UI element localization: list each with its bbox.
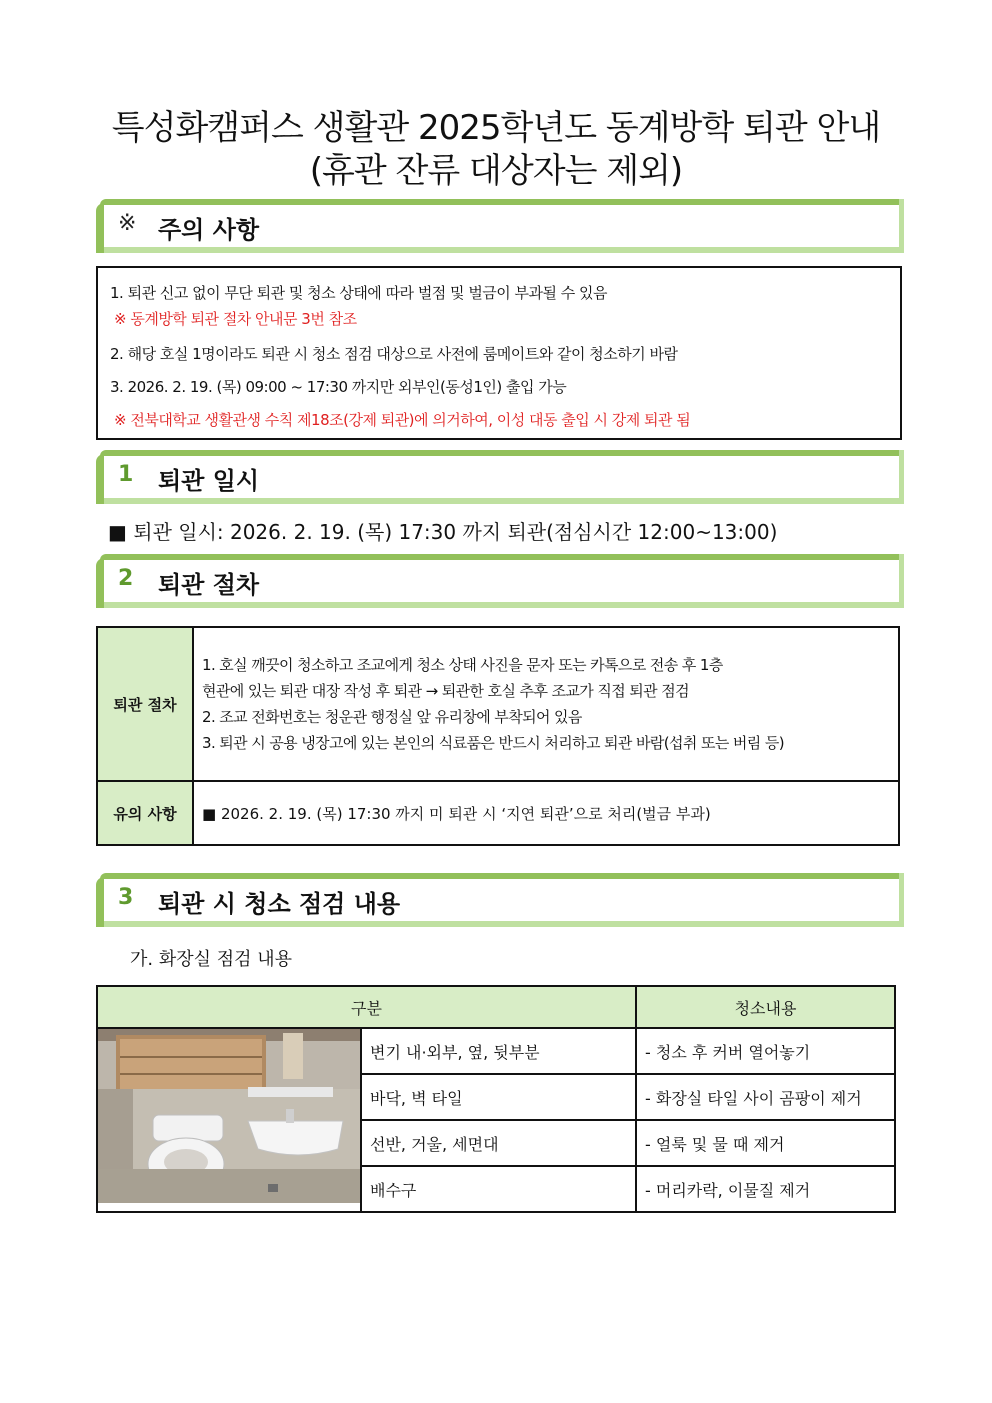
checkout-datetime: ■ 퇴관 일시: 2026. 2. 19. (목) 17:30 까지 퇴관(점심시간 12:00~13:00) (108, 520, 778, 544)
section-3-title: 퇴관 시 청소 점검 내용 (158, 890, 401, 918)
procedure-line-2: 현관에 있는 퇴관 대장 작성 후 퇴관 → 퇴관한 호실 추후 조교가 직접 퇴관 점검 (202, 682, 690, 700)
category-column-header: 구분 (97, 986, 636, 1028)
document-title: 특성화캠퍼스 생활관 2025학년도 동계방학 퇴관 안내 (111, 108, 881, 148)
procedure-row (97, 627, 899, 781)
check-item: 변기 내·외부, 옆, 뒷부분 (361, 1028, 636, 1074)
document-subtitle: (휴관 잔류 대상자는 제외) (309, 151, 683, 191)
procedure-table (96, 626, 900, 846)
bathroom-photo-image (98, 1029, 360, 1203)
check-content: - 머리카락, 이물질 제거 (636, 1166, 895, 1212)
notice-item-2: 2. 해당 호실 1명이라도 퇴관 시 청소 점검 대상으로 사전에 룸메이트와 같이 청소하기 바람 (110, 345, 678, 363)
bathroom-check-table (96, 985, 896, 1213)
section-1-title: 퇴관 일시 (158, 467, 260, 495)
table-row (97, 1028, 895, 1074)
section-1-number: 1 (118, 462, 134, 487)
notice-box (96, 266, 902, 440)
check-content: - 청소 후 커버 열어놓기 (636, 1028, 895, 1074)
caution-row (97, 781, 899, 845)
caution-content-cell: ■ 2026. 2. 19. (목) 17:30 까지 미 퇴관 시 ‘지연 퇴관’으로 처리(벌금 부과) (193, 781, 899, 845)
procedure-content-cell (193, 627, 899, 781)
check-content: - 얼룩 및 물 때 제거 (636, 1120, 895, 1166)
check-item: 배수구 (361, 1166, 636, 1212)
section-1-header (96, 450, 904, 504)
check-content: - 화장실 타일 사이 곰팡이 제거 (636, 1074, 895, 1120)
section-2-number: 2 (118, 566, 134, 591)
bathroom-subheading: 가. 화장실 점검 내용 (130, 949, 292, 970)
reference-mark-icon: ※ (118, 211, 137, 236)
table-header-row (97, 986, 895, 1028)
section-3-header (96, 873, 904, 927)
procedure-line-1: 1. 호실 깨끗이 청소하고 조교에게 청소 상태 사진을 문자 또는 카톡으로 전송 후 1층 (202, 656, 723, 674)
notice-rule-note: ※ 전북대학교 생활관생 수칙 제18조(강제 퇴관)에 의거하여, 이성 대동 출입 시 강제 퇴관 됨 (114, 411, 691, 429)
procedure-line-3: 2. 조교 전화번호는 청운관 행정실 앞 유리창에 부착되어 있음 (202, 708, 582, 726)
notice-section-title: 주의 사항 (158, 216, 260, 244)
bathroom-photo (97, 1028, 361, 1212)
notice-item-3: 3. 2026. 2. 19. (목) 09:00 ~ 17:30 까지만 외부인(동성1인) 출입 가능 (110, 378, 567, 396)
notice-item-1: 1. 퇴관 신고 없이 무단 퇴관 및 청소 상태에 따라 벌점 및 벌금이 부과될 수 있음 (110, 284, 608, 302)
notice-section-header (96, 199, 904, 253)
procedure-line-4: 3. 퇴관 시 공용 냉장고에 있는 본인의 식료품은 반드시 처리하고 퇴관 바람(섭취 또는 버림 등) (202, 734, 785, 752)
content-column-header: 청소내용 (636, 986, 895, 1028)
procedure-header-cell: 퇴관 절차 (97, 627, 193, 781)
caution-header-cell: 유의 사항 (97, 781, 193, 845)
check-item: 바닥, 벽 타일 (361, 1074, 636, 1120)
section-2-title: 퇴관 절차 (158, 571, 260, 599)
section-3-number: 3 (118, 885, 134, 910)
notice-reference-note: ※ 동계방학 퇴관 절차 안내문 3번 참조 (114, 310, 357, 328)
check-item: 선반, 거울, 세면대 (361, 1120, 636, 1166)
section-2-header (96, 554, 904, 608)
